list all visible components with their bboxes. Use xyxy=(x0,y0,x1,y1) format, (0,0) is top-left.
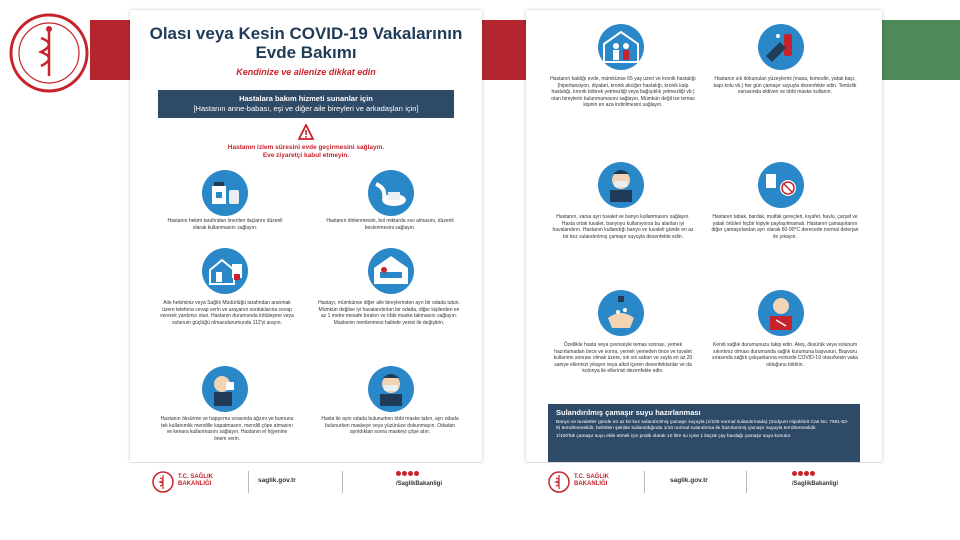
item-laundry-text: Hastanın tabak, bardak, mutfak gereçleri, kıyafet, havlu, çarşaf ve yatak örtüleri hiçbir kişiyle paylaşılmamalı. Hastanın çamaşırlarını diğer çamaşırlardan ayrı olarak 60-90°C derecede normal deterjan ile yıkayın. xyxy=(711,214,859,240)
item-elderly-text: Hastanın kaldığı evde, mümkünse 65 yaş üzeri ve kronik hastalığı (hipertansiyon, diyabet, kronik akciğer hastalığı, kronik kalp hastalığı, kronik böbrek yetmezliği veya bağışıklık yetmezliği vb.) olan bireylerin bulunmamasını sağlayın. Mümkün değil ise temas kişinin en aza indirilmesini sağlayın. xyxy=(550,76,696,109)
warning-text xyxy=(130,144,482,160)
footer-logo-icon xyxy=(152,471,174,493)
hand-washing-icon xyxy=(598,290,644,336)
gloves-mask-icon xyxy=(598,162,644,208)
footer-social-handle[interactable]: /SaglikBakanligi xyxy=(396,481,443,487)
social-icon[interactable] xyxy=(798,471,803,476)
social-icon[interactable] xyxy=(792,471,797,476)
footer-divider xyxy=(342,471,343,493)
item-handwash-text: Özellikle hasta veya çevresiyle temas sonrası, yemek hazırlamadan önce ve sonra, yemek yemeden önce ve tuvalet kullanımı sonrası olmak üzere, sık sık sabun ve suyla en az 20 saniye ellerinizi yıkayın veya alkol içeren dezenfektanlar ve da kolonya ile ellerinizi dezenfekte edin. xyxy=(553,342,693,375)
item-bathroom-text: Hastanın, varsa ayrı tuvalet ve banyo kullanmasını sağlayın. Hasta ortak tuvalet, banyoyu kullanıyorsa bu alanları iyi havalandırın. Hastanın kullandığı banyo ve tuvaleti günde en az bir kez sulandırılmış çamaşır suyuyla dezenfekte edin. xyxy=(552,214,694,240)
phone-doctor-icon xyxy=(202,248,248,294)
social-icon[interactable] xyxy=(414,471,419,476)
social-icons xyxy=(792,471,838,478)
title-line-1: Olası veya Kesin COVID-19 Vakalarının xyxy=(149,24,463,43)
item-phone-text: Aile hekiminiz veya Sağlık Müdürlüğü tarafından aranmak üzere telefona cevap verin ve arayanın sorduklarına cevap vererek yardımcı olun. Hastanın durumunda kötüleşme veya solunum güçlüğü olmasıdurumunda 112'yi arayın. xyxy=(160,300,294,326)
header-band-middle xyxy=(482,20,526,80)
warning-icon xyxy=(298,124,314,140)
caregivers-subheading: [Hastanın anne-babası, eşi ve diğer aile bireyleri ve arkadaşları için] xyxy=(193,104,419,113)
ministry-logo-icon xyxy=(8,12,90,94)
bleach-box-line-2: 1/100'lük çamaşır suyu elde etmek için pratik olarak 10 litre su içine 1 küçük çay bardağı çamaşır suyu konulur. xyxy=(556,434,792,440)
footer-social-handle[interactable]: /SaglikBakanligi xyxy=(792,481,839,487)
bleach-preparation-box xyxy=(548,404,860,462)
footer-brand xyxy=(178,474,213,488)
title-line-2: Evde Bakımı xyxy=(255,43,357,62)
footer-divider xyxy=(644,471,645,493)
medication-icon xyxy=(202,170,248,216)
self-monitor-icon xyxy=(758,290,804,336)
item-sneeze-text: Hastanın öksürme ve hapşırma sırasında ağzını ve burnunu tek kullanımlık mendille kapatmasını, mendili çöpe atmasını ve kenara kullanmasını sağlayın. Hastanın el hijyenine önem verin. xyxy=(160,416,294,442)
item-surfaces-text: Hastanın sık dokunulan yüzeylerini (masa, komodin, yatak başı, kapı kolu vb.) her gün çamaşır suyuyla dezenfekte edin. Temizlik esnasında eldiven ve tıbbi maske kullanın. xyxy=(713,76,857,96)
item-medication-text: Hastanın hekim tarafından önerilen ilaçlarını düzenli olarak kullanmasını sağlayın. xyxy=(167,218,283,231)
social-icon[interactable] xyxy=(402,471,407,476)
footer-social xyxy=(396,471,442,487)
footer-brand-line-1: T.C. SAĞLIK xyxy=(178,474,214,480)
meal-icon xyxy=(368,170,414,216)
caregivers-heading: Hastalara bakım hizmeti sunanlar için xyxy=(239,94,373,103)
poster-subtitle: Kendinize ve ailenize dikkat edin xyxy=(236,67,376,77)
social-icon[interactable] xyxy=(810,471,815,476)
mask-icon xyxy=(368,366,414,412)
poster-home-care xyxy=(130,10,482,462)
item-room-text: Hastayı, mümkünse diğer aile bireylerinden ayrı bir odada tutun. Mümkün değilse iyi havalandırılan bir odada, diğer kişilerden en az 1 metre mesafe bırakın ve tıbbi maske takmasını sağlayın. Maskenin nemlenmesi halinde yenisi ile değiştirin. xyxy=(318,300,460,326)
bleach-box-line-1: Banyo ve tuvaletler günde en az bir kez sulandırılmış çamaşır suyuyla (1/100 normal sulandırmada) (Sodyum Hipoklorit Cas No: 7681-52-9) temizlenmelidir, belirtilen şekilde kullanıldığında 1/10 normal sulandırma ile hazırlanmış çamaşır suyuyla temizlenmelidir. xyxy=(556,420,849,432)
warning-line-1: Hastanın izlem süresini evde geçirmesini sağlayın. xyxy=(227,144,385,151)
header-band-right xyxy=(882,20,960,80)
caregivers-banner xyxy=(158,90,454,118)
footer-logo-icon xyxy=(548,471,570,493)
poster-title xyxy=(130,24,482,62)
item-monitor-text: Kendi sağlık durumunuzu takip edin. Ateş, öksürük veya solunum sıkıntınız olması durumunda sağlık kurumuna başvurun. Başvuru sırasında sağlık çalışanlarına evinizde COVID-19 olası/kesin vaka olduğunu bildirin. xyxy=(712,342,858,368)
footer-website-link[interactable]: saglik.gov.tr xyxy=(670,477,708,484)
warning-line-2: Eve ziyaretçi kabul etmeyin. xyxy=(262,152,350,159)
poster2-footer xyxy=(526,462,882,501)
social-icon[interactable] xyxy=(804,471,809,476)
item-mask-text: Hasta ile aynı odada bulunurken tıbbi maske takın, ayrı odada bulunurken maskeye veya yüzünüze dokunmayın. Odadan ayrıldıktan sonra maskeyi çöpe atın. xyxy=(321,416,459,436)
footer-website-link[interactable]: saglik.gov.tr xyxy=(258,477,296,484)
header-band-left xyxy=(90,20,130,80)
footer-divider xyxy=(746,471,747,493)
no-sharing-icon xyxy=(758,162,804,208)
disinfect-spray-icon xyxy=(758,24,804,70)
bleach-box-body xyxy=(556,420,852,441)
social-icons xyxy=(396,471,442,478)
footer-brand xyxy=(574,474,609,488)
poster-home-hygiene xyxy=(526,10,882,462)
footer-brand-line-1: T.C. SAĞLIK xyxy=(574,474,610,480)
sneeze-tissue-icon xyxy=(202,366,248,412)
footer-brand-line-2: BAKANLIĞI xyxy=(178,481,212,487)
footer-brand-line-2: BAKANLIĞI xyxy=(574,481,608,487)
family-home-icon xyxy=(598,24,644,70)
footer-divider xyxy=(248,471,249,493)
item-rest-text: Hastanın dinlenmesini, bol miktarda sıvı almasını, düzenli beslenmesini sağlayın. xyxy=(326,218,454,231)
separate-room-icon xyxy=(368,248,414,294)
footer-social xyxy=(792,471,838,487)
social-icon[interactable] xyxy=(396,471,401,476)
social-icon[interactable] xyxy=(408,471,413,476)
poster1-footer xyxy=(130,462,482,501)
bleach-box-title: Sulandırılmış çamaşır suyu hazırlanması xyxy=(556,408,701,417)
